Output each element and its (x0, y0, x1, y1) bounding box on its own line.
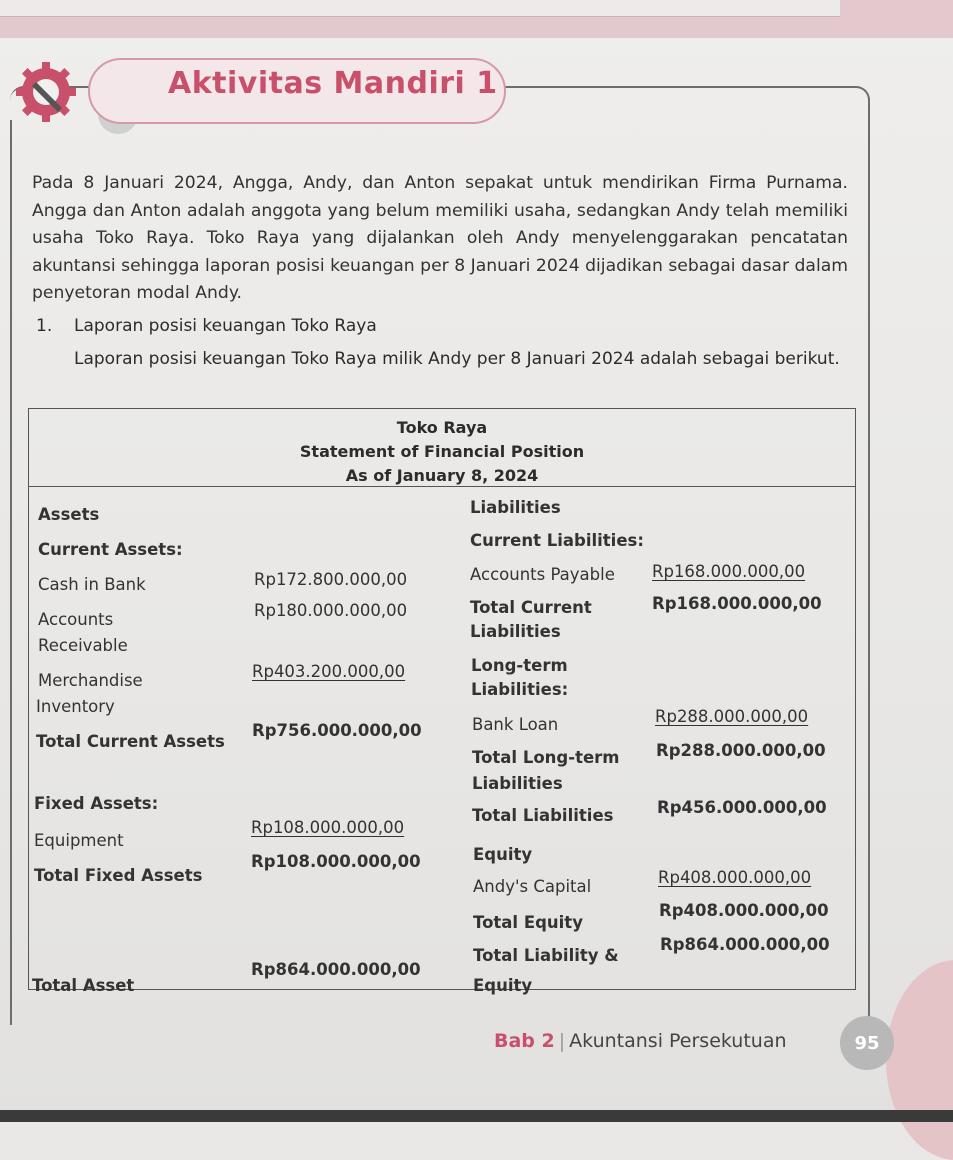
long-term-heading-1: Long-term (471, 656, 568, 675)
capital-label: Andy's Capital (473, 877, 592, 896)
item-title: Laporan posisi keuangan Toko Raya (74, 316, 377, 336)
total-fixed-assets-value: Rp108.000.000,00 (251, 852, 421, 871)
cash-value: Rp172.800.000,00 (254, 570, 408, 589)
long-term-heading-2: Liabilities: (471, 680, 569, 699)
equity-heading: Equity (473, 845, 533, 864)
ar-label-2: Receivable (38, 636, 128, 655)
total-current-assets-value: Rp756.000.000,00 (252, 721, 422, 740)
inventory-value: Rp403.200.000,00 (252, 662, 406, 681)
corner-decoration (886, 960, 953, 1160)
accounts-payable-value: Rp168.000.000,00 (652, 562, 806, 581)
total-long-term-label-1: Total Long-term (472, 748, 620, 767)
equipment-label: Equipment (34, 831, 124, 850)
total-liability-equity-value: Rp864.000.000,00 (660, 935, 830, 954)
chapter-title: Akuntansi Persekutuan (569, 1030, 787, 1052)
inventory-label-1: Merchandise (38, 671, 143, 690)
total-liabilities-value: Rp456.000.000,00 (657, 798, 827, 817)
total-asset-label: Total Asset (32, 976, 135, 995)
current-assets-heading: Current Assets: (38, 540, 183, 559)
total-long-term-value: Rp288.000.000,00 (656, 741, 826, 760)
gear-wrench-icon (14, 60, 78, 124)
total-equity-label: Total Equity (473, 913, 583, 932)
item-number: 1. (36, 316, 53, 336)
total-asset-value: Rp864.000.000,00 (251, 960, 421, 979)
item-description: Laporan posisi keuangan Toko Raya milik Andy per 8 Januari 2024 adalah sebagai berikut. (74, 349, 840, 369)
intro-paragraph: Pada 8 Januari 2024, Angga, Andy, dan Anton sepakat untuk mendirikan Firma Purnama. Angga dan Anton adalah anggota yang belum memiliki usaha, sedangkan Andy telah memiliki usaha Toko Raya. Toko Raya yang dijalankan oleh Andy menyelenggarakan pencatatan akuntansi sehingga laporan posisi keuangan per 8 Januari 2024 dijadikan sebagai dasar dalam penyetoran modal Andy. (32, 173, 848, 303)
total-equity-value: Rp408.000.000,00 (659, 901, 829, 920)
equipment-value: Rp108.000.000,00 (251, 818, 405, 837)
statement-company: Toko Raya (396, 418, 488, 437)
bank-loan-value: Rp288.000.000,00 (655, 707, 809, 726)
ar-value: Rp180.000.000,00 (254, 601, 408, 620)
chapter-number: Bab 2 (494, 1030, 555, 1052)
total-current-assets-label: Total Current Assets (36, 732, 225, 751)
statement-date: As of January 8, 2024 (345, 466, 539, 485)
capital-value: Rp408.000.000,00 (658, 868, 812, 887)
activity-title: Aktivitas Mandiri 1 (168, 66, 498, 101)
inventory-label-2: Inventory (36, 697, 115, 716)
total-liability-equity-label-1: Total Liability & (473, 946, 619, 965)
bank-loan-label: Bank Loan (472, 715, 559, 734)
total-fixed-assets-label: Total Fixed Assets (34, 866, 203, 885)
total-liability-equity-label-2: Equity (473, 976, 533, 995)
page-number: 95 (840, 1016, 894, 1070)
ar-label-1: Accounts (38, 610, 114, 629)
total-long-term-label-2: Liabilities (472, 774, 563, 793)
accounts-payable-label: Accounts Payable (470, 565, 615, 584)
total-current-liabilities-label-1: Total Current (470, 598, 592, 617)
fixed-assets-heading: Fixed Assets: (34, 794, 159, 813)
cash-label: Cash in Bank (38, 575, 146, 594)
assets-heading: Assets (38, 505, 100, 524)
statement-title: Statement of Financial Position (299, 442, 585, 461)
page-footer: Bab 2 | Akuntansi Persekutuan (494, 1030, 787, 1052)
top-band (0, 0, 953, 38)
current-liabilities-heading: Current Liabilities: (470, 531, 644, 550)
total-current-liabilities-value: Rp168.000.000,00 (652, 594, 822, 613)
total-liabilities-label: Total Liabilities (472, 806, 614, 825)
liabilities-heading: Liabilities (470, 498, 561, 517)
total-current-liabilities-label-2: Liabilities (470, 622, 561, 641)
